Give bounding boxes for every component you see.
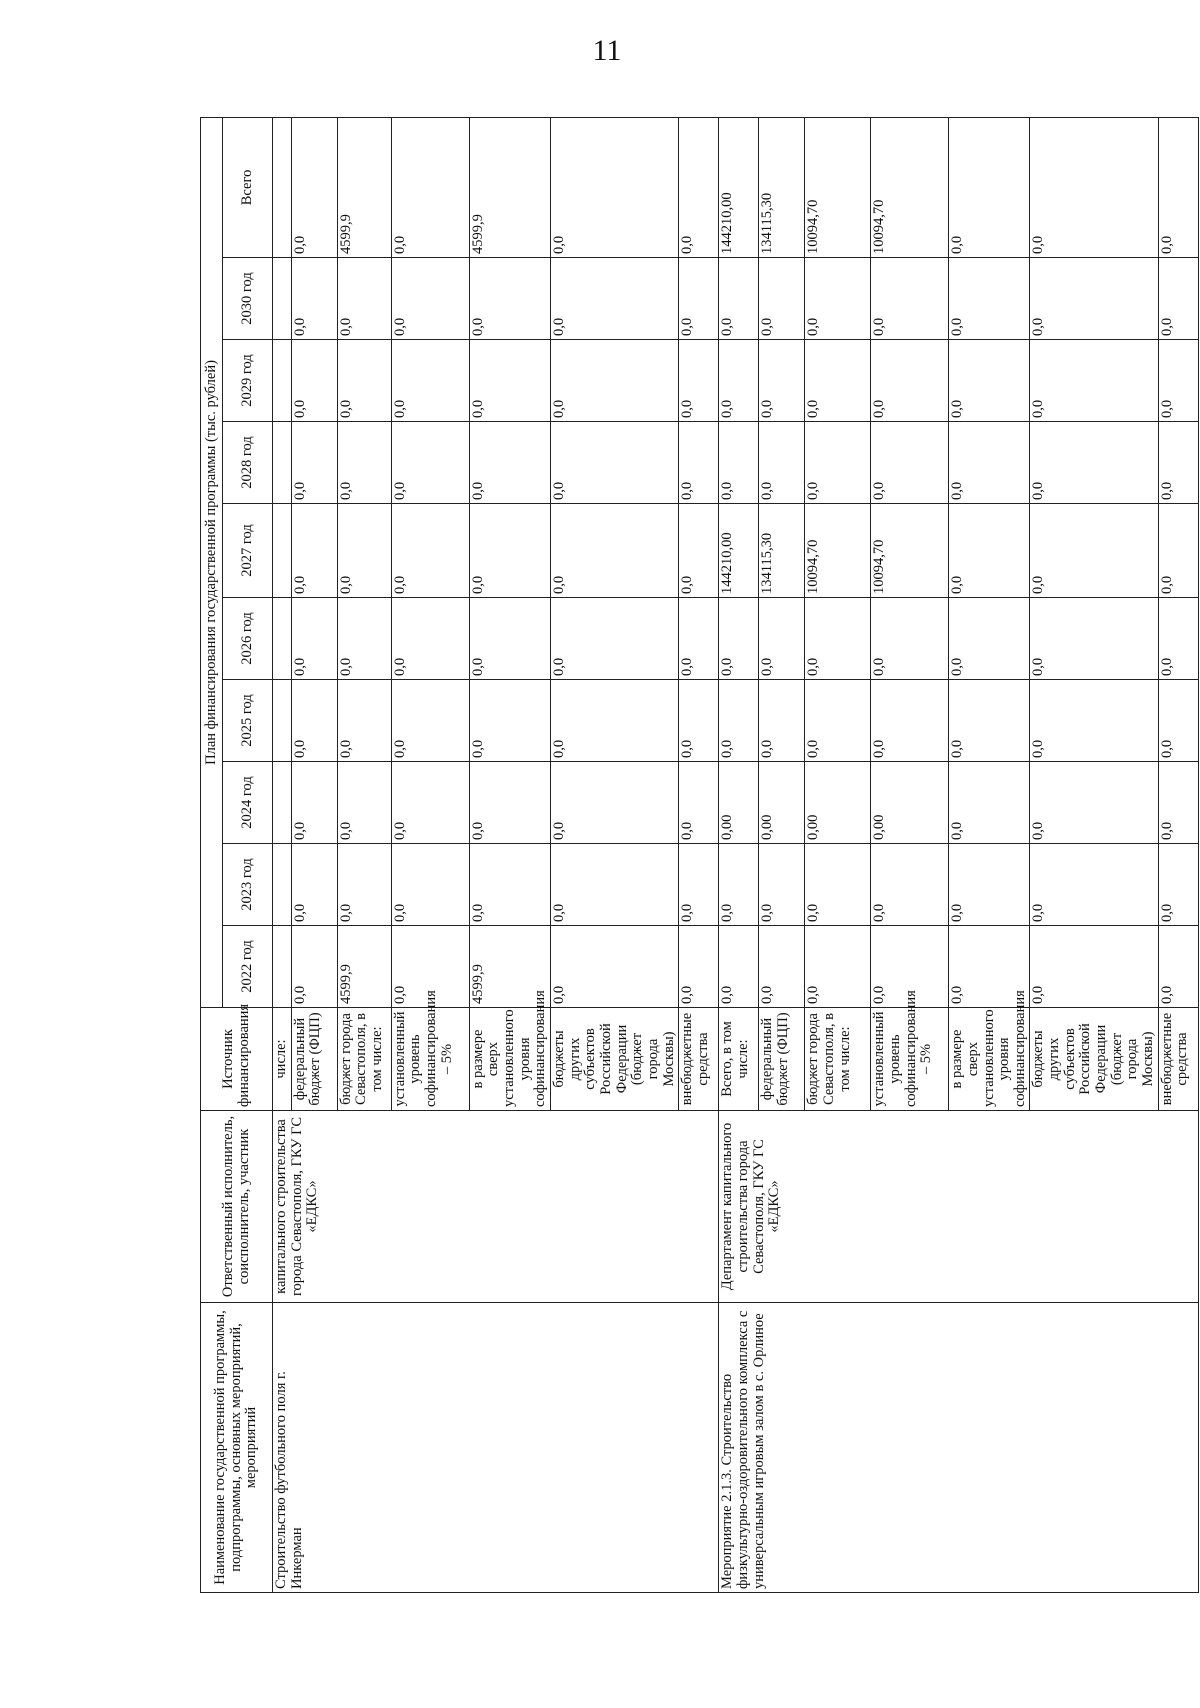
year-value: 0,0 [805, 598, 871, 680]
table-row [719, 117, 759, 1592]
year-value: 0,0 [949, 258, 1030, 340]
year-value: 0,0 [949, 926, 1030, 1008]
header-year: 2028 год [223, 422, 273, 504]
year-value: 0,0 [759, 598, 805, 680]
year-value: 0,0 [949, 844, 1030, 926]
year-value: 0,0 [391, 258, 469, 340]
header-plan: План финансирования государственной программы (тыс. рублей) [201, 117, 223, 1007]
year-value [273, 680, 292, 762]
responsible-executor: капитального строительства города Севастополя, ГКУ ГС «ЕДКС» [273, 1111, 719, 1303]
year-value: 0,0 [719, 598, 759, 680]
year-value: 0,0 [550, 504, 678, 598]
year-value: 0,0 [871, 258, 949, 340]
year-value: 0,0 [759, 680, 805, 762]
year-value: 0,0 [679, 598, 719, 680]
total-value: 144210,00 [719, 117, 759, 257]
year-value: 0,0 [550, 680, 678, 762]
year-value: 0,0 [949, 340, 1030, 422]
year-value: 0,0 [291, 258, 337, 340]
year-value: 0,0 [291, 340, 337, 422]
year-value: 0,0 [337, 762, 391, 844]
header-year: 2029 год [223, 340, 273, 422]
year-value: 0,0 [949, 680, 1030, 762]
total-value: 0,0 [679, 117, 719, 257]
year-value: 0,0 [469, 762, 550, 844]
year-value: 0,0 [1158, 844, 1198, 926]
year-value [273, 504, 292, 598]
year-value: 10094,70 [871, 504, 949, 598]
year-value: 0,0 [1030, 504, 1158, 598]
year-value: 0,0 [391, 422, 469, 504]
year-value: 0,0 [1030, 340, 1158, 422]
year-value: 0,0 [337, 680, 391, 762]
year-value: 0,0 [391, 762, 469, 844]
financing-source: установленный уровень софинансирования – 5% [391, 1008, 469, 1111]
year-value: 0,0 [1030, 926, 1158, 1008]
year-value: 0,0 [550, 422, 678, 504]
year-value: 0,0 [391, 844, 469, 926]
year-value: 0,0 [719, 680, 759, 762]
year-value: 0,00 [759, 762, 805, 844]
year-value: 0,0 [719, 258, 759, 340]
year-value: 0,0 [337, 422, 391, 504]
year-value: 0,0 [679, 844, 719, 926]
total-value: 0,0 [1158, 117, 1198, 257]
year-value: 0,0 [949, 422, 1030, 504]
year-value: 0,0 [550, 926, 678, 1008]
year-value: 0,0 [1030, 762, 1158, 844]
total-value: 134115,30 [759, 117, 805, 257]
year-value: 0,0 [469, 598, 550, 680]
total-value: 0,0 [1030, 117, 1158, 257]
year-value: 0,0 [719, 422, 759, 504]
year-value: 0,0 [719, 926, 759, 1008]
header-year: 2026 год [223, 598, 273, 680]
financing-source: бюджеты других субъектов Российской Федерации (бюджет города Москвы) [550, 1008, 678, 1111]
year-value: 0,0 [871, 844, 949, 926]
year-value: 0,0 [1030, 680, 1158, 762]
year-value: 0,0 [805, 926, 871, 1008]
header-year: 2023 год [223, 844, 273, 926]
financing-table [200, 117, 1199, 1593]
year-value: 0,0 [337, 258, 391, 340]
year-value: 0,0 [679, 504, 719, 598]
responsible-executor: Департамент капитального строительства города Севастополя, ГКУ ГС «ЕДКС» [719, 1111, 1199, 1303]
rotated-table-wrapper [200, 118, 1191, 1593]
financing-source: в размере сверх установленного уровня софинансирования [949, 1008, 1030, 1111]
financing-source: внебюджетные средства [679, 1008, 719, 1111]
year-value: 0,0 [949, 504, 1030, 598]
year-value: 0,0 [1030, 422, 1158, 504]
header-total: Всего [223, 117, 273, 257]
year-value: 0,0 [550, 762, 678, 844]
year-value: 0,0 [469, 504, 550, 598]
year-value: 0,0 [949, 598, 1030, 680]
financing-source: бюджет города Севастополя, в том числе: [337, 1008, 391, 1111]
year-value: 0,0 [1030, 258, 1158, 340]
year-value: 144210,00 [719, 504, 759, 598]
year-value: 0,0 [550, 598, 678, 680]
header-year: 2027 год [223, 504, 273, 598]
year-value: 0,0 [1158, 422, 1198, 504]
year-value: 0,0 [679, 926, 719, 1008]
year-value: 0,0 [679, 680, 719, 762]
year-value: 0,0 [949, 762, 1030, 844]
year-value: 0,0 [469, 844, 550, 926]
year-value: 0,0 [679, 340, 719, 422]
measure-name: Строительство футбольного поля г. Инкерман [273, 1303, 719, 1593]
total-value: 0,0 [291, 117, 337, 257]
year-value: 0,0 [759, 340, 805, 422]
year-value: 0,0 [871, 680, 949, 762]
year-value: 0,0 [759, 258, 805, 340]
year-value: 4599,9 [337, 926, 391, 1008]
year-value: 0,0 [291, 422, 337, 504]
year-value: 0,0 [805, 422, 871, 504]
year-value: 0,0 [1158, 504, 1198, 598]
year-value: 0,0 [391, 340, 469, 422]
table-body [273, 117, 1199, 1592]
year-value: 0,0 [291, 598, 337, 680]
year-value: 0,0 [805, 340, 871, 422]
financing-source: Всего, в том числе: [719, 1008, 759, 1111]
year-value: 0,0 [337, 340, 391, 422]
year-value: 0,0 [1158, 762, 1198, 844]
year-value: 0,0 [1158, 926, 1198, 1008]
page-number: 11 [592, 34, 622, 67]
measure-name: Мероприятие 2.1.3. Строительство физкультурно-оздоровительного комплекса с универсальным игровым залом в с. Орлиное [719, 1303, 1199, 1593]
total-value: 0,0 [391, 117, 469, 257]
year-value: 0,0 [1158, 598, 1198, 680]
header-source: Источник финансирования [201, 1008, 273, 1111]
year-value: 0,0 [291, 844, 337, 926]
year-value: 0,0 [469, 340, 550, 422]
year-value: 4599,9 [469, 926, 550, 1008]
table-row [273, 117, 292, 1592]
total-value: 4599,9 [469, 117, 550, 257]
year-value: 0,0 [759, 926, 805, 1008]
year-value: 0,0 [1158, 258, 1198, 340]
year-value: 0,0 [1030, 844, 1158, 926]
year-value: 0,0 [805, 680, 871, 762]
year-value [273, 422, 292, 504]
financing-source: внебюджетные средства [1158, 1008, 1198, 1111]
year-value: 0,00 [719, 762, 759, 844]
year-value [273, 598, 292, 680]
year-value [273, 258, 292, 340]
year-value: 0,0 [391, 504, 469, 598]
year-value: 0,0 [550, 258, 678, 340]
header-year: 2025 год [223, 680, 273, 762]
financing-source: в размере сверх установленного уровня софинансирования [469, 1008, 550, 1111]
year-value: 0,0 [291, 504, 337, 598]
year-value: 0,0 [469, 680, 550, 762]
year-value: 0,00 [871, 762, 949, 844]
year-value: 0,0 [391, 926, 469, 1008]
header-year: 2030 год [223, 258, 273, 340]
year-value: 0,0 [391, 680, 469, 762]
total-value [273, 117, 292, 257]
year-value: 0,0 [871, 926, 949, 1008]
year-value: 0,0 [469, 258, 550, 340]
year-value: 0,0 [679, 258, 719, 340]
header-year: 2022 год [223, 926, 273, 1008]
financing-source: бюджеты других субъектов Российской Федерации (бюджет города Москвы) [1030, 1008, 1158, 1111]
year-value: 0,0 [759, 422, 805, 504]
year-value: 0,0 [1158, 340, 1198, 422]
total-value: 0,0 [949, 117, 1030, 257]
year-value: 0,0 [679, 422, 719, 504]
year-value: 0,0 [719, 340, 759, 422]
year-value: 0,0 [550, 844, 678, 926]
year-value: 0,0 [871, 422, 949, 504]
total-value: 10094,70 [805, 117, 871, 257]
year-value: 0,0 [871, 340, 949, 422]
year-value: 0,0 [759, 844, 805, 926]
year-value: 0,0 [291, 680, 337, 762]
year-value [273, 844, 292, 926]
year-value: 10094,70 [805, 504, 871, 598]
year-value: 0,0 [291, 762, 337, 844]
financing-source: федеральный бюджет (ФЦП) [291, 1008, 337, 1111]
year-value: 0,00 [805, 762, 871, 844]
year-value: 0,0 [469, 422, 550, 504]
header-executor: Ответственный исполнитель, соисполнитель, участник [201, 1111, 273, 1303]
year-value: 0,0 [337, 844, 391, 926]
year-value [273, 762, 292, 844]
year-value: 0,0 [391, 598, 469, 680]
financing-source: федеральный бюджет (ФЦП) [759, 1008, 805, 1111]
year-value: 134115,30 [759, 504, 805, 598]
financing-source: установленный уровень софинансирования – 5% [871, 1008, 949, 1111]
year-value: 0,0 [1030, 598, 1158, 680]
financing-source: бюджет города Севастополя, в том числе: [805, 1008, 871, 1111]
financing-source: числе: [273, 1008, 292, 1111]
year-value: 0,0 [805, 844, 871, 926]
year-value: 0,0 [337, 598, 391, 680]
year-value: 0,0 [337, 504, 391, 598]
year-value: 0,0 [1158, 680, 1198, 762]
total-value: 10094,70 [871, 117, 949, 257]
total-value: 4599,9 [337, 117, 391, 257]
year-value: 0,0 [719, 844, 759, 926]
year-value: 0,0 [550, 340, 678, 422]
header-year: 2024 год [223, 762, 273, 844]
year-value [273, 926, 292, 1008]
total-value: 0,0 [550, 117, 678, 257]
table-container [200, 118, 1191, 1593]
year-value [273, 340, 292, 422]
year-value: 0,0 [679, 762, 719, 844]
year-value: 0,0 [805, 258, 871, 340]
year-value: 0,0 [291, 926, 337, 1008]
year-value: 0,0 [871, 598, 949, 680]
header-name: Наименование государственной программы, подпрограммы, основных мероприятий, мероприятий [201, 1303, 273, 1593]
